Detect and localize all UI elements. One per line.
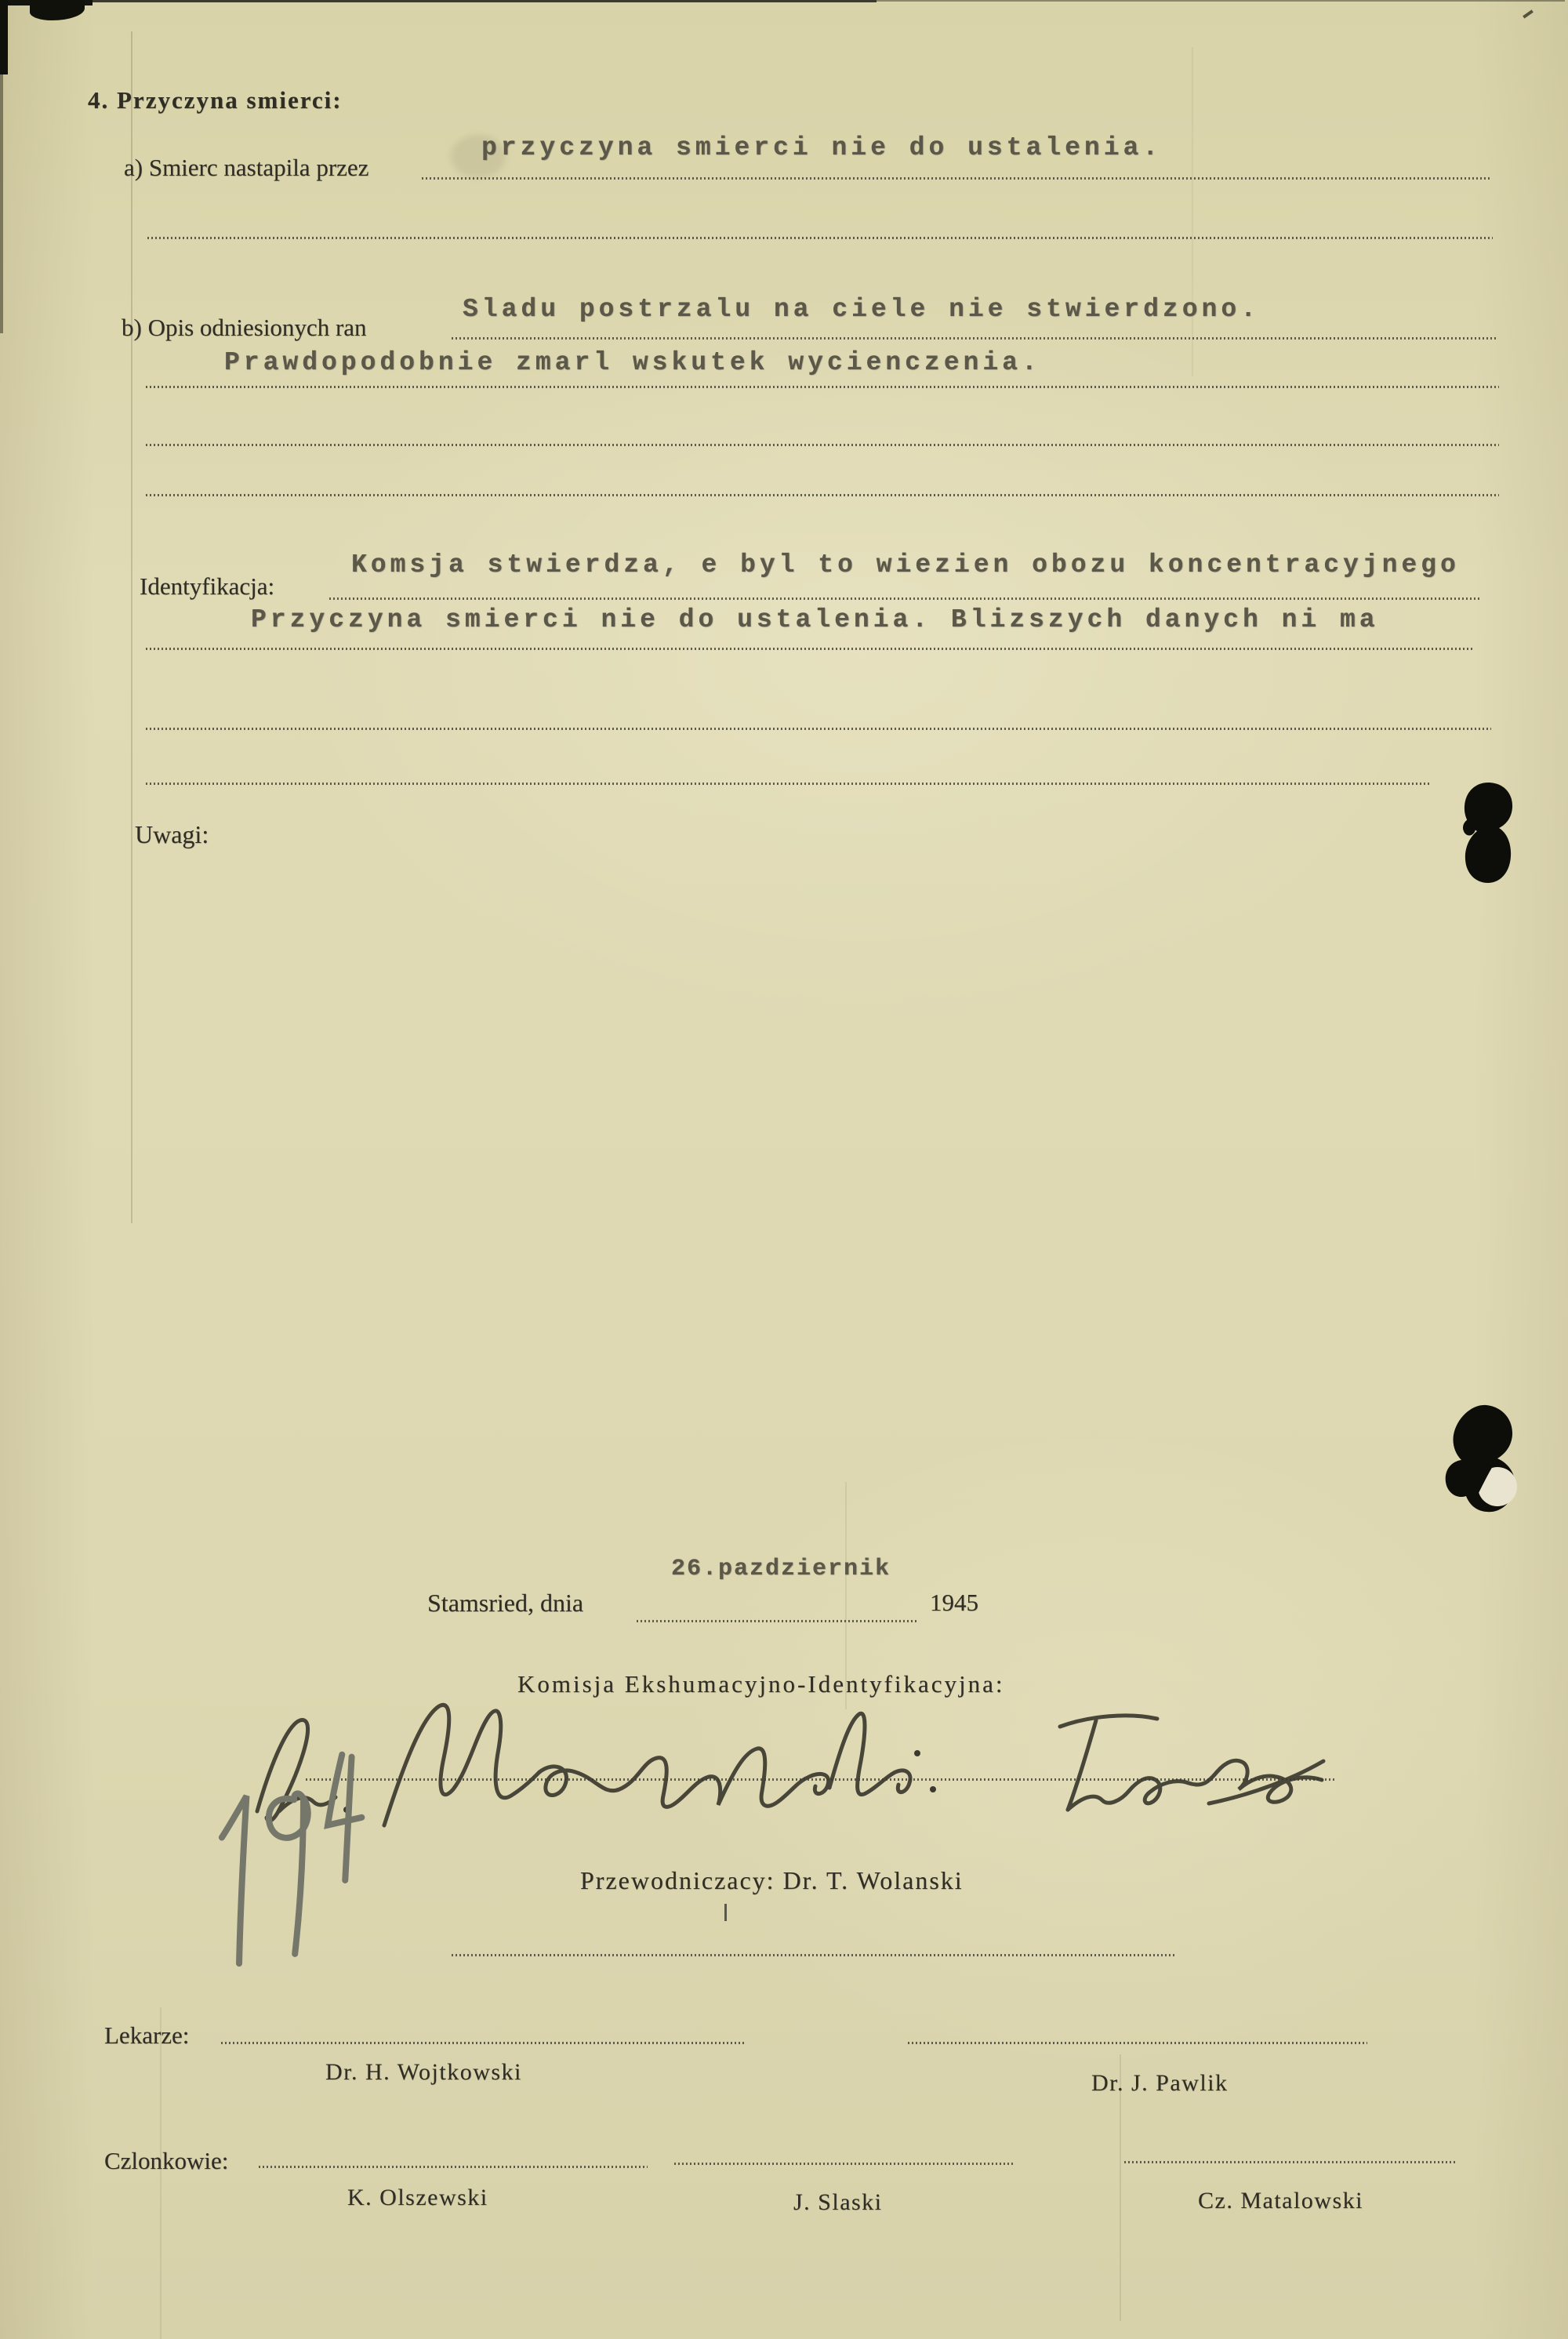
member-name: Cz. Matalowski: [1198, 2188, 1363, 2214]
handwritten-number: [187, 1741, 394, 1984]
date-year: 1945: [930, 1589, 978, 1616]
dotted-line: [422, 177, 1490, 180]
member-name: J. Slaski: [793, 2189, 883, 2215]
scan-edge-left: [0, 0, 8, 74]
identification-value-line2: Przyczyna smierci nie do ustalenia. Blizszych danych ni ma: [251, 605, 1379, 634]
paper-crease: [131, 31, 132, 1223]
field-a-label: a) Smierc nastapila przez: [124, 154, 369, 181]
doctor-name-left: Dr. H. Wojtkowski: [325, 2059, 522, 2085]
field-b-value-line2: Prawdopodobnie zmarl wskutek wycienczenia.: [224, 348, 1041, 377]
scan-mark-top-right: [1523, 9, 1534, 18]
stray-mark: [724, 1904, 727, 1921]
dotted-line: [452, 337, 1497, 340]
date-typed-value: 26.pazdziernik: [671, 1556, 891, 1582]
chairman-line: Przewodniczacy: Dr. T. Wolanski: [580, 1866, 964, 1894]
dotted-line: [1124, 2161, 1457, 2163]
scan-corner-blob: [30, 0, 85, 20]
dotted-line: [146, 386, 1499, 388]
doctor-name-right: Dr. J. Pawlik: [1091, 2070, 1229, 2096]
dotted-line: [146, 444, 1499, 446]
commission-heading: Komisja Ekshumacyjno-Identyfikacyjna:: [517, 1670, 1005, 1698]
dotted-line: [146, 494, 1499, 496]
identification-label: Identyfikacja:: [140, 572, 275, 600]
doctors-label: Lekarze:: [104, 2021, 190, 2049]
scan-edge-left-faint: [0, 74, 3, 333]
member-name: K. Olszewski: [347, 2185, 488, 2210]
dotted-line: [329, 597, 1480, 600]
dotted-line: [674, 2163, 1014, 2165]
dotted-line: [221, 2042, 746, 2044]
dotted-line: [147, 237, 1493, 239]
scan-edge-top-faint: [877, 0, 1565, 2]
field-a-value: przyczyna smierci nie do ustalenia.: [481, 133, 1163, 162]
dotted-line: [146, 783, 1430, 785]
field-b-value-line1: Sladu postrzalu na ciele nie stwierdzono.: [463, 295, 1260, 324]
dotted-line: [146, 648, 1472, 650]
dotted-line: [146, 728, 1491, 730]
identification-value-line1: Komsja stwierdza, e byl to wiezien obozu koncentracyjnego: [351, 550, 1460, 579]
signature-handwriting: [227, 1686, 1341, 1850]
paper-crease: [1192, 47, 1193, 376]
field-b-label: b) Opis odniesionych ran: [122, 314, 367, 341]
dotted-line: [259, 2166, 648, 2168]
dotted-line: [637, 1620, 919, 1622]
section-heading: 4. Przyczyna smierci:: [88, 86, 343, 114]
ink-blot: [1455, 781, 1521, 884]
date-place-label: Stamsried, dnia: [427, 1589, 584, 1617]
dotted-line: [908, 2042, 1367, 2044]
members-label: Czlonkowie:: [104, 2147, 229, 2174]
dotted-line: [452, 1954, 1176, 1956]
remarks-label: Uwagi:: [135, 820, 209, 848]
scan-edge-top: [93, 0, 877, 2]
ink-blot-with-hole: [1443, 1404, 1524, 1518]
